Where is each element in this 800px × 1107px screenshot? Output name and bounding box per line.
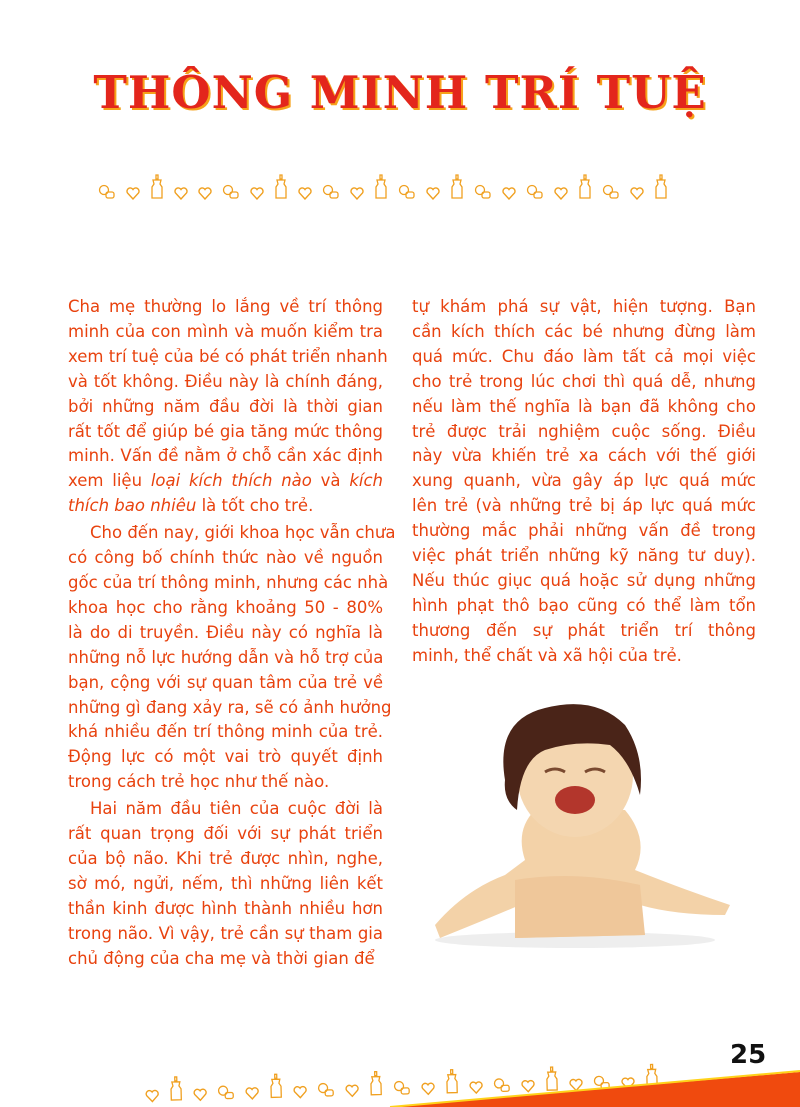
text-line: minh. Vấn đề nằm ở chỗ cần xác định (68, 446, 383, 466)
text-line: khá nhiều đến trí thông minh của trẻ. (68, 722, 383, 742)
text-line: lên trẻ (và những trẻ bị áp lực quá mức (412, 496, 756, 516)
text-line: gốc của trí thông minh, nhưng các nhà (68, 572, 389, 592)
text-line: minh, thể chất và xã hội của trẻ. (412, 645, 682, 665)
heart-icon (193, 1088, 207, 1104)
heart-icon (345, 1084, 359, 1100)
text-line: việc phát triển những kỹ năng tư duy). (412, 546, 756, 566)
text-line: thích bao nhiêu là tốt cho trẻ. (68, 496, 314, 516)
pacifier-icon (526, 184, 544, 203)
text-line: cần kích thích các bé nhưng đừng làm (412, 321, 756, 341)
text-line: Cho đến nay, giới khoa học vẫn chưa (90, 523, 396, 543)
heart-icon (350, 187, 364, 203)
heart-icon (426, 187, 440, 203)
heart-icon (293, 1085, 307, 1101)
heart-icon (245, 1087, 259, 1103)
crying-baby-photo (425, 700, 740, 950)
text-line: là do di truyền. Điều này có nghĩa là (68, 622, 383, 642)
bottle-icon (150, 174, 164, 203)
text-line: thường mắc phải những vấn đề trong (412, 521, 756, 541)
text-line: Cha mẹ thường lo lắng về trí thông (68, 297, 383, 316)
text-line: xem trí tuệ của bé có phát triển nhanh (68, 346, 388, 366)
decorative-icon-row-bottom (145, 1063, 660, 1105)
pacifier-icon (222, 184, 240, 203)
text-line: những gì đang xảy ra, sẽ có ảnh hưởng (68, 697, 392, 717)
heart-icon (198, 187, 212, 203)
paragraph (68, 295, 388, 519)
heart-icon (521, 1080, 535, 1096)
text-line: này vừa khiến trẻ xa cách với thế giới (412, 446, 756, 466)
pacifier-icon (593, 1075, 611, 1094)
text-line: sờ mó, ngửi, nếm, thì những liên kết (68, 873, 383, 893)
pacifier-icon (398, 184, 416, 203)
text-line: bạn, cộng với sự quan tâm của trẻ về (68, 672, 383, 692)
heart-icon (469, 1081, 483, 1097)
bottle-icon (654, 174, 668, 203)
text-line: thương đến sự phát triển trí thông (412, 620, 756, 640)
pacifier-icon (322, 184, 340, 203)
text-line: Động lực có một vai trò quyết định (68, 747, 383, 767)
heart-icon (621, 1077, 635, 1093)
text-line: minh của con mình và muốn kiểm tra (68, 321, 383, 341)
pacifier-icon (217, 1084, 235, 1103)
bottle-icon (169, 1076, 184, 1105)
text-line: tự khám phá sự vật, hiện tượng. Bạn (412, 297, 756, 316)
bottle-icon (645, 1063, 660, 1092)
text-line: Nếu thúc giục quá hoặc sử dụng những (412, 570, 756, 590)
pacifier-icon (98, 184, 116, 203)
page-number: 25 (730, 1040, 767, 1070)
pacifier-icon (493, 1077, 511, 1096)
text-line: rất tốt để giúp bé gia tăng mức thông (68, 421, 383, 441)
text-line: quá mức. Chu đáo làm tất cả mọi việc (412, 346, 756, 366)
pacifier-icon (317, 1082, 335, 1101)
heart-icon (421, 1082, 435, 1098)
page-title: THÔNG MINH TRÍ TUỆ (93, 66, 707, 119)
left-text-column (68, 295, 396, 973)
text-line: Hai năm đầu tiên của cuộc đời là (90, 799, 383, 819)
right-text-column (412, 295, 756, 669)
pacifier-icon (474, 184, 492, 203)
text-line: bởi những năm đầu đời là thời gian (68, 396, 383, 416)
heart-icon (145, 1089, 159, 1105)
text-line: thần kinh được hình thành nhiều hơn (68, 898, 383, 918)
bottle-icon (545, 1066, 560, 1095)
bottle-icon (578, 174, 592, 203)
paragraph (68, 521, 396, 795)
heart-icon (569, 1078, 583, 1094)
bottle-icon (445, 1069, 460, 1098)
text-line: có công bố chính thức nào về nguồn (68, 548, 383, 568)
text-line: của bộ não. Khi trẻ được nhìn, nghe, (68, 848, 383, 868)
bottle-icon (274, 174, 288, 203)
text-line: cho trẻ trong lúc chơi thì quá dễ, nhưng (412, 371, 756, 391)
decorative-icon-row-top (98, 174, 668, 203)
text-line: và tốt không. Điều này là chính đáng, (68, 371, 383, 391)
bottle-icon (374, 174, 388, 203)
text-line: xem liệu loại kích thích nào và kích (68, 471, 383, 491)
text-line: nếu làm thế nghĩa là bạn đã không cho (412, 396, 756, 416)
text-line: khoa học cho rằng khoảng 50 - 80% (68, 597, 383, 617)
text-line: rất quan trọng đối với sự phát triển (68, 824, 383, 844)
text-line: trong não. Vì vậy, trẻ cần sự tham gia (68, 923, 383, 943)
text-line: hình phạt thô bạo cũng có thể làm tổn (412, 595, 756, 615)
heart-icon (298, 187, 312, 203)
paragraph (68, 797, 383, 971)
text-line: chủ động của cha mẹ và thời gian để (68, 948, 375, 968)
text-line: trẻ được trải nghiệm cuộc sống. Điều (412, 421, 756, 441)
pacifier-icon (602, 184, 620, 203)
heart-icon (174, 187, 188, 203)
text-line: xung quanh, vừa gây áp lực quá mức (412, 471, 756, 491)
heart-icon (630, 187, 644, 203)
bottle-icon (269, 1073, 284, 1102)
text-line: trong cách trẻ học như thế nào. (68, 772, 330, 792)
heart-icon (502, 187, 516, 203)
text-line: những nỗ lực hướng dẫn và hỗ trợ của (68, 647, 384, 667)
bottle-icon (450, 174, 464, 203)
heart-icon (554, 187, 568, 203)
heart-icon (126, 187, 140, 203)
bottle-icon (369, 1071, 384, 1100)
pacifier-icon (393, 1080, 411, 1099)
heart-icon (250, 187, 264, 203)
